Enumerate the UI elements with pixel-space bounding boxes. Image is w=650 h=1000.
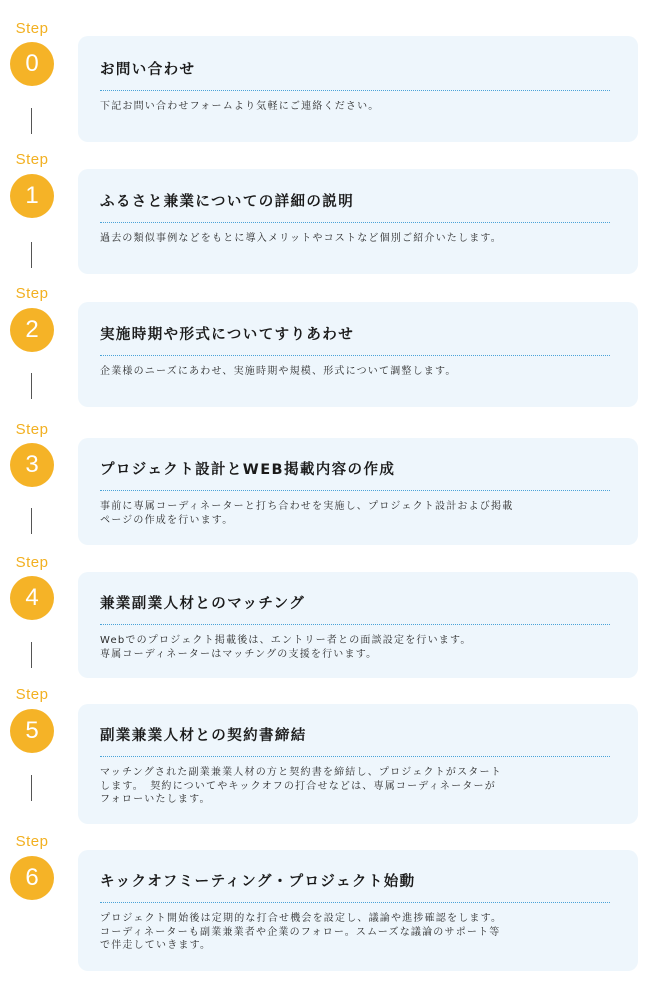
step-connector [31,373,32,399]
step-3-title: プロジェクト設計とWEB掲載内容の作成 [100,462,396,478]
step-2-description: 企業様のニーズにあわせ、実施時期や規模、形式について調整します。 [100,366,457,377]
step-2-card [78,302,638,407]
dotted-divider [100,490,610,491]
step-1-label: Step [15,151,49,168]
step-5-title: 副業兼業人材との契約書締結 [100,728,307,744]
step-connector [31,775,32,801]
dotted-divider [100,355,610,356]
step-connector [31,642,32,668]
step-1-description: 過去の類似事例などをもとに導入メリットやコストなど個別ご紹介いたします。 [100,233,502,244]
step-2-label: Step [15,285,49,302]
step-6-title: キックオフミーティング・プロジェクト始動 [100,874,416,890]
step-4-label: Step [15,554,49,571]
dotted-divider [100,90,610,91]
step-4-description: Webでのプロジェクト掲載後は、エントリー者との面談設定を行います。 専属コーディネーターはマッチングの支援を行います。 [100,635,472,660]
step-0-description: 下記お問い合わせフォームより気軽にご連絡ください。 [100,101,380,112]
step-0-number-badge: 0 [10,42,54,86]
step-4-number-badge: 4 [10,576,54,620]
dotted-divider [100,624,610,625]
step-3-label: Step [15,421,49,438]
dotted-divider [100,902,610,903]
step-5-label: Step [15,686,49,703]
step-6-card [78,850,638,971]
step-1-number-badge: 1 [10,174,54,218]
step-4-title: 兼業副業人材とのマッチング [100,596,306,612]
step-2-title: 実施時期や形式についてすりあわせ [100,327,355,343]
step-3-card [78,438,638,545]
dotted-divider [100,756,610,757]
step-connector [31,242,32,268]
step-6-description: プロジェクト開始後は定期的な打合せ機会を設定し、議論や進捗確認をします。 コーディネーターも副業兼業者や企業のフォロー。スムーズな議論のサポート等 で伴走していきます。 [100,913,503,951]
step-5-card [78,704,638,824]
step-4-card [78,572,638,678]
step-6-number-badge: 6 [10,856,54,900]
step-5-number-badge: 5 [10,709,54,753]
step-0-card [78,36,638,142]
step-0-title: お問い合わせ [100,62,196,78]
step-1-title: ふるさと兼業についての詳細の説明 [100,194,355,210]
step-connector [31,108,32,134]
step-connector [31,508,32,534]
step-1-card [78,169,638,274]
step-3-description: 事前に専属コーディネーターと打ち合わせを実施し、プロジェクト設計および掲載 ページの作成を行います。 [100,501,514,526]
step-0-label: Step [15,20,49,37]
step-3-number-badge: 3 [10,443,54,487]
step-2-number-badge: 2 [10,308,54,352]
step-5-description: マッチングされた副業兼業人材の方と契約書を締結し、プロジェクトがスタート します。 契約についてやキックオフの打合せなどは、専属コーディネーターが フォローいたします。 [100,767,502,805]
dotted-divider [100,222,610,223]
step-6-label: Step [15,833,49,850]
